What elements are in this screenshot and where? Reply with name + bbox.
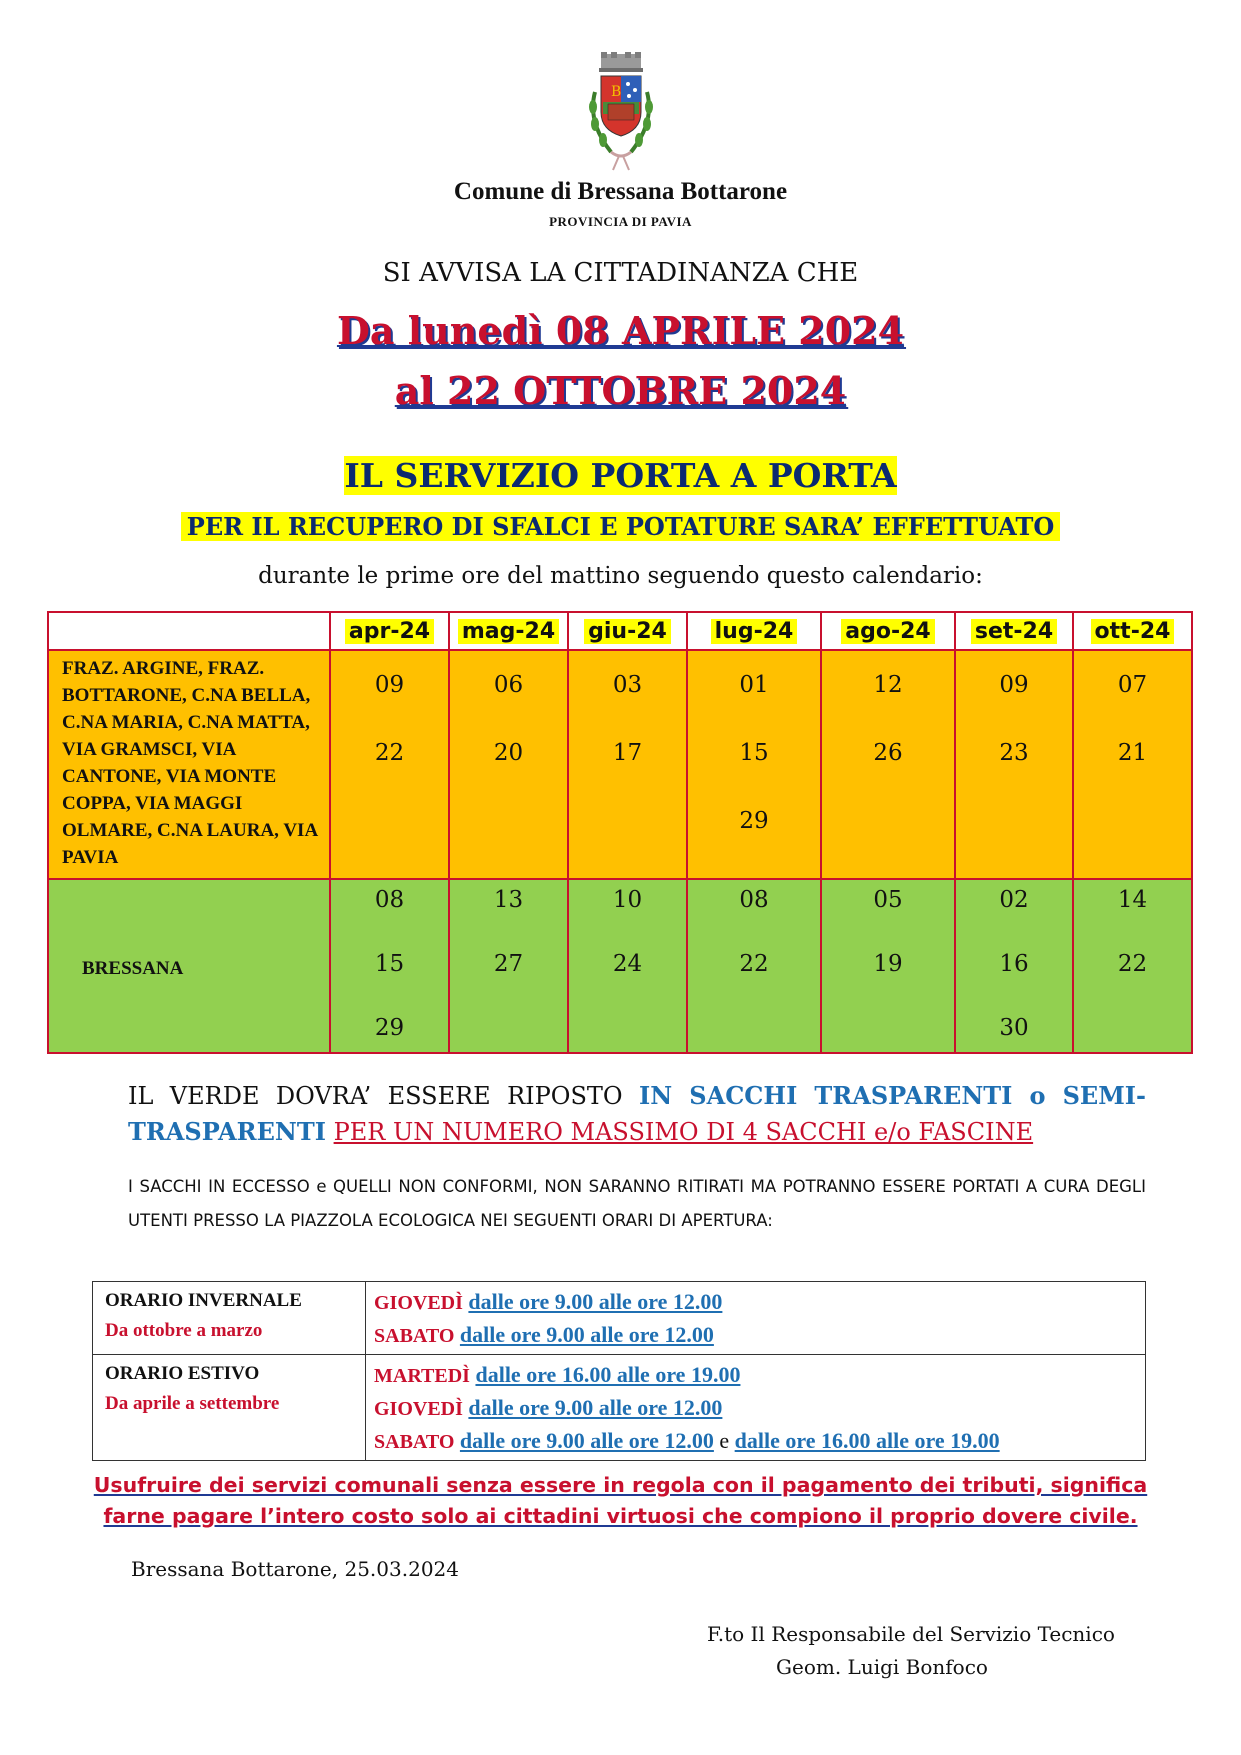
place-and-date: Bressana Bottarone, 25.03.2024 [131,1557,459,1581]
service-subtitle-text: PER IL RECUPERO DI SFALCI E POTATURE SARA’ EFFETTUATO [181,512,1060,541]
collection-days-cell [821,650,955,879]
zone-row-bressana [48,879,1192,1053]
calendar-intro: durante le prime ore del mattino seguendo questo calendario: [258,563,983,589]
zone-name: BRESSANA [48,879,330,1053]
collection-day: 23 [999,740,1029,766]
collection-day: 30 [999,1015,1029,1041]
hours-slot [374,1425,1135,1458]
summer-hours-period: Da aprile a settembre [105,1393,280,1414]
collection-day: 09 [374,672,405,698]
collection-day: 22 [1117,951,1148,977]
collection-day: 01 [739,672,769,698]
svg-text:B: B [611,84,622,100]
collection-days-cell [955,650,1073,879]
month-header [449,612,568,650]
service-subtitle [0,512,1241,541]
collection-day: 06 [493,672,524,698]
service-title [0,456,1241,495]
hours-slot [374,1286,1135,1319]
collection-days-cell [1073,650,1192,879]
collection-day: 16 [999,951,1029,977]
collection-day: 22 [739,951,769,977]
excess-bags-paragraph: I SACCHI IN ECCESSO e QUELLI NON CONFORMI, NON SARANNO RITIRATI MA POTRANNO ESSERE PORTATI A CURA DEGLI UTENTI PRESSO LA PIAZZOLA ECOLOGICA NEI SEGUENTI ORARI DI APERTURA: [128,1177,1146,1230]
slot-time: dalle ore 9.00 alle ore 12.00 [459,1428,714,1453]
collection-day: 21 [1117,740,1148,766]
start-date-heading: Da lunedì 08 APRILE 2024 [336,308,905,353]
month-label: mag-24 [458,619,559,644]
slot-day: MARTEDÌ [374,1365,470,1387]
collection-day: 22 [374,740,405,766]
hours-slot [374,1392,1135,1425]
collection-days-cell [568,879,687,1053]
hours-slot [374,1319,1135,1352]
slot-day: GIOVEDÌ [374,1398,463,1420]
slot-time: dalle ore 9.00 alle ore 12.00 [459,1322,714,1347]
summer-hours-label [93,1355,366,1461]
collection-days-cell [449,879,568,1053]
summer-hours-slots [366,1355,1146,1461]
month-header [821,612,955,650]
collection-day: 14 [1117,887,1148,913]
month-label: ago-24 [841,619,934,644]
civic-duty-warning [0,1470,1241,1532]
collection-day: 27 [493,951,524,977]
collection-days-cell [1073,879,1192,1053]
collection-day: 05 [873,887,903,913]
collection-day: 03 [612,672,643,698]
collection-day: 26 [873,740,903,766]
calendar-header-row [48,612,1192,650]
collection-day: 17 [612,740,643,766]
month-label: ott-24 [1091,619,1175,644]
collection-day: 19 [873,951,903,977]
collection-days-cell [821,879,955,1053]
zone-row-frazioni [48,650,1192,879]
slot-time: dalle ore 16.00 alle ore 19.00 [734,1428,1000,1453]
collection-day: 08 [374,887,405,913]
bag-requirements-lead: IL VERDE DOVRA’ ESSERE RIPOSTO [128,1082,623,1110]
slot-joiner: e [719,1428,730,1453]
calendar-corner-cell [48,612,330,650]
collection-days-cell [330,879,449,1053]
slot-day: GIOVEDÌ [374,1292,463,1314]
collection-day: 15 [739,740,769,766]
collection-day: 29 [374,1015,405,1041]
signature-name: Geom. Luigi Bonfoco [776,1655,988,1679]
collection-day: 02 [999,887,1029,913]
province-name: PROVINCIA DI PAVIA [549,214,692,229]
collection-days-cell [449,650,568,879]
warning-line: farne pagare l’intero costo solo ai cittadini virtuosi che compiono il proprio dovere civile. [103,1504,1138,1528]
month-label: apr-24 [345,619,434,644]
winter-hours-title: ORARIO INVERNALE [105,1290,302,1311]
collection-day: 24 [612,951,643,977]
collection-day: 12 [873,672,903,698]
collection-days-cell [330,650,449,879]
collection-days-cell [955,879,1073,1053]
month-label: lug-24 [711,619,798,644]
summer-hours-row [93,1355,1146,1461]
collection-calendar-table [47,611,1193,1054]
bag-quantity-limit: PER UN NUMERO MASSIMO DI 4 SACCHI e/o FASCINE [333,1118,1034,1146]
municipal-crest-icon [581,52,661,174]
municipality-name: Comune di Bressana Bottarone [453,178,788,205]
slot-time: dalle ore 9.00 alle ore 12.00 [468,1395,723,1420]
collection-day: 15 [374,951,405,977]
slot-day: SABATO [374,1325,455,1347]
service-title-text: IL SERVIZIO PORTA A PORTA [344,456,897,495]
collection-day: 20 [493,740,524,766]
winter-hours-label [93,1282,366,1355]
slot-time: dalle ore 16.00 alle ore 19.00 [475,1362,741,1387]
winter-hours-row [93,1282,1146,1355]
zone-name: FRAZ. ARGINE, FRAZ. BOTTARONE, C.NA BELLA, C.NA MARIA, C.NA MATTA, VIA GRAMSCI, VIA CANTONE, VIA MONTE COPPA, VIA MAGGI OLMARE, C.NA LAURA, VIA PAVIA [48,650,330,879]
signature-role: F.to Il Responsabile del Servizio Tecnico [707,1622,1115,1646]
summer-hours-title: ORARIO ESTIVO [105,1363,260,1384]
end-date-heading: al 22 OTTOBRE 2024 [394,368,847,413]
month-header [687,612,821,650]
collection-day: 10 [612,887,643,913]
winter-hours-period: Da ottobre a marzo [105,1320,263,1341]
month-label: set-24 [971,619,1057,644]
warning-line: Usufruire dei servizi comunali senza essere in regola con il pagamento dei tributi, significa [93,1473,1148,1497]
opening-hours-table [92,1281,1146,1461]
month-label: giu-24 [584,619,671,644]
notice-intro: SI AVVISA LA CITTADINANZA CHE [382,258,859,288]
month-header [1073,612,1192,650]
collection-days-cell [687,650,821,879]
winter-hours-slots [366,1282,1146,1355]
collection-day: 07 [1117,672,1148,698]
slot-day: SABATO [374,1431,455,1453]
bag-type-requirement: IN SACCHI TRASPARENTI o SEMI-TRASPARENTI [128,1081,1146,1146]
month-header [330,612,449,650]
month-header [955,612,1073,650]
collection-days-cell [687,879,821,1053]
collection-day: 13 [493,887,524,913]
collection-day: 29 [739,808,769,834]
collection-day: 08 [739,887,769,913]
collection-day: 09 [999,672,1029,698]
bag-requirements-paragraph [128,1078,1146,1150]
month-header [568,612,687,650]
collection-days-cell [568,650,687,879]
hours-slot [374,1359,1135,1392]
slot-time: dalle ore 9.00 alle ore 12.00 [468,1289,723,1314]
